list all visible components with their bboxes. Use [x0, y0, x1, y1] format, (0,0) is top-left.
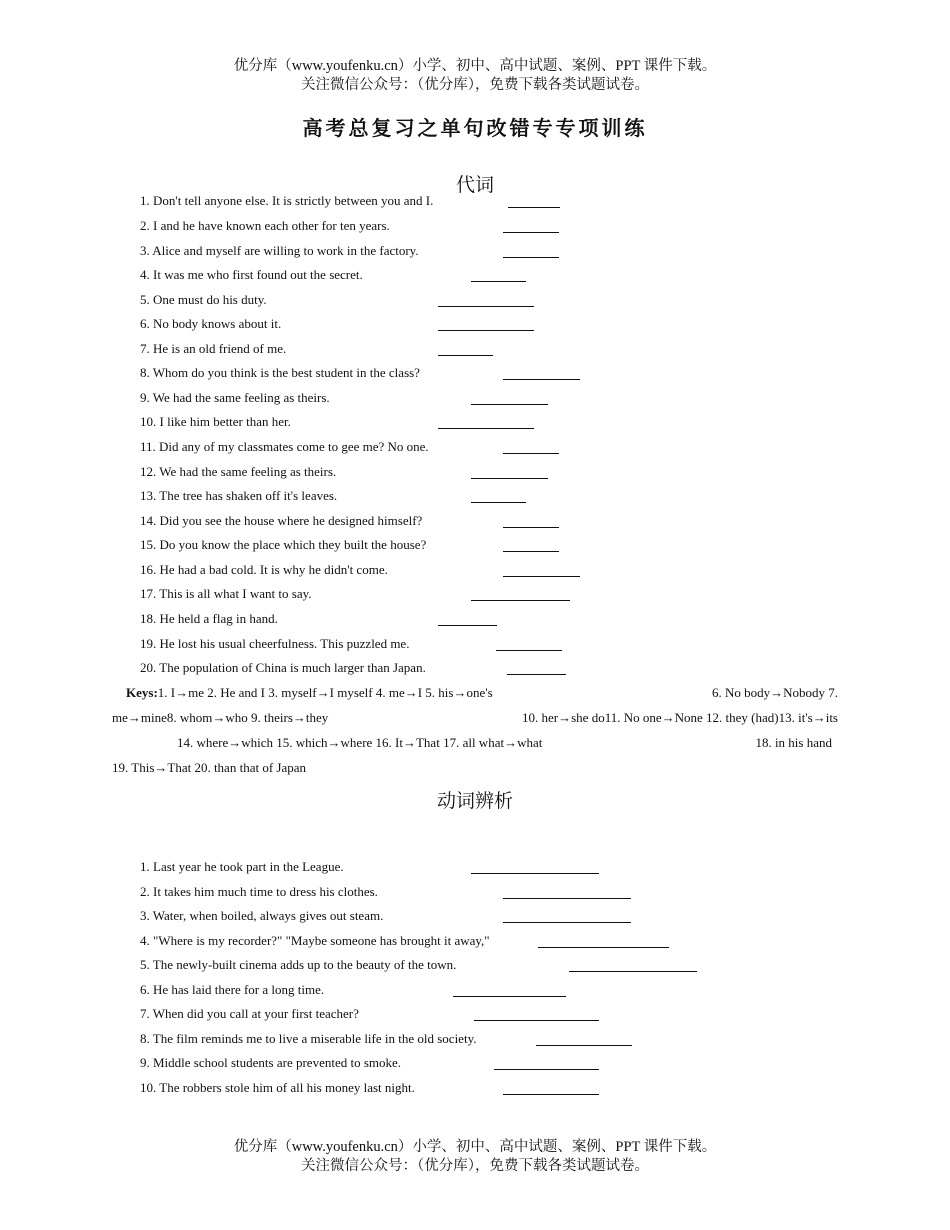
answer-keys-line-2: me→mine8. whom→who 9. theirs→they — [112, 710, 329, 725]
answer-blank[interactable] — [471, 600, 570, 601]
header-line-2: 关注微信公众号：（优分库），免费下载各类试题试卷。 — [301, 77, 649, 93]
answer-blank[interactable] — [569, 971, 697, 972]
answer-keys-line-1-right: 6. No body→Nobody 7. — [711, 685, 838, 700]
list-item: 1. Last year he took part in the League. — [140, 859, 344, 874]
footer-line-1: 优分库（www.youfenku.cn）小学、初中、高中试题、案例、PPT 课件下载。 — [233, 1139, 717, 1155]
list-item: 3. Water, when boiled, always gives out steam. — [140, 908, 384, 923]
answer-blank[interactable] — [496, 650, 562, 651]
list-item: 9. We had the same feeling as theirs. — [140, 390, 330, 405]
keys-text: 1. I→me 2. He and I 3. myself→I myself 4. me→I 5. his→one's — [157, 685, 493, 700]
list-item: 14. Did you see the house where he designed himself? — [140, 513, 423, 528]
answer-blank[interactable] — [453, 996, 566, 997]
list-item: 4. "Where is my recorder?" "Maybe someone has brought it away," — [140, 933, 490, 948]
list-item: 10. I like him better than her. — [140, 414, 291, 429]
list-item: 7. He is an old friend of me. — [140, 341, 287, 356]
list-item: 3. Alice and myself are willing to work in the factory. — [140, 243, 419, 258]
answer-blank[interactable] — [503, 232, 559, 233]
list-item: 18. He held a flag in hand. — [140, 611, 278, 626]
list-item: 2. I and he have known each other for ten years. — [140, 218, 390, 233]
answer-blank[interactable] — [507, 674, 566, 675]
answer-blank[interactable] — [494, 1069, 599, 1070]
answer-blank[interactable] — [474, 1020, 599, 1021]
answer-keys-line-2-right: 10. her→she do11. No one→None 12. they (had)13. it's→its — [522, 710, 838, 725]
list-item: 6. No body knows about it. — [140, 316, 282, 331]
answer-blank[interactable] — [503, 257, 559, 258]
answer-blank[interactable] — [503, 527, 559, 528]
answer-blank[interactable] — [503, 453, 559, 454]
list-item: 8. Whom do you think is the best student in the class? — [140, 365, 420, 380]
list-item: 12. We had the same feeling as theirs. — [140, 464, 337, 479]
footer-line-2: 关注微信公众号：（优分库），免费下载各类试题试卷。 — [301, 1158, 649, 1174]
answer-keys-line-4: 19. This→That 20. than that of Japan — [112, 760, 307, 775]
answer-blank[interactable] — [503, 379, 580, 380]
list-item: 16. He had a bad cold. It is why he didn't come. — [140, 562, 388, 577]
list-item: 6. He has laid there for a long time. — [140, 982, 325, 997]
answer-blank[interactable] — [438, 355, 493, 356]
list-item: 2. It takes him much time to dress his clothes. — [140, 884, 378, 899]
answer-blank[interactable] — [471, 502, 526, 503]
answer-blank[interactable] — [503, 576, 580, 577]
answer-blank[interactable] — [471, 404, 548, 405]
list-item: 1. Don't tell anyone else. It is strictly between you and I. — [140, 193, 434, 208]
list-item: 10. The robbers stole him of all his money last night. — [140, 1080, 415, 1095]
list-item: 5. One must do his duty. — [140, 292, 267, 307]
answer-blank[interactable] — [471, 281, 526, 282]
answer-blank[interactable] — [503, 551, 559, 552]
list-item: 15. Do you know the place which they built the house? — [140, 537, 427, 552]
list-item: 11. Did any of my classmates come to gee me? No one. — [140, 439, 429, 454]
answer-keys-line-3-right: 18. in his hand — [755, 735, 832, 750]
answer-blank[interactable] — [471, 478, 548, 479]
list-item: 9. Middle school students are prevented to smoke. — [140, 1055, 402, 1070]
list-item: 13. The tree has shaken off it's leaves. — [140, 488, 338, 503]
list-item: 8. The film reminds me to live a miserable life in the old society. — [140, 1031, 477, 1046]
answer-blank[interactable] — [508, 207, 560, 208]
section-heading-pronouns: 代词 — [455, 174, 494, 196]
answer-blank[interactable] — [438, 428, 534, 429]
answer-blank[interactable] — [503, 1094, 599, 1095]
header-line-1: 优分库（www.youfenku.cn）小学、初中、高中试题、案例、PPT 课件下载。 — [233, 58, 717, 74]
keys-label: Keys: — [126, 685, 158, 700]
answer-blank[interactable] — [503, 898, 631, 899]
answer-blank[interactable] — [503, 922, 631, 923]
list-item: 17. This is all what I want to say. — [140, 586, 312, 601]
list-item: 20. The population of China is much larger than Japan. — [140, 660, 426, 675]
answer-keys-line-1 — [126, 685, 493, 701]
list-item: 19. He lost his usual cheerfulness. This puzzled me. — [140, 636, 410, 651]
list-item: 7. When did you call at your first teacher? — [140, 1006, 359, 1021]
answer-blank[interactable] — [438, 330, 534, 331]
answer-blank[interactable] — [538, 947, 669, 948]
page-title: 高考总复习之单句改错专专项训练 — [302, 116, 648, 140]
answer-blank[interactable] — [438, 625, 497, 626]
answer-blank[interactable] — [536, 1045, 632, 1046]
answer-blank[interactable] — [471, 873, 599, 874]
answer-keys-line-3: 14. where→which 15. which→where 16. It→That 17. all what→what — [177, 735, 543, 750]
answer-blank[interactable] — [438, 306, 534, 307]
list-item: 4. It was me who first found out the secret. — [140, 267, 363, 282]
section-heading-verbs: 动词辨析 — [436, 790, 513, 812]
list-item: 5. The newly-built cinema adds up to the beauty of the town. — [140, 957, 457, 972]
